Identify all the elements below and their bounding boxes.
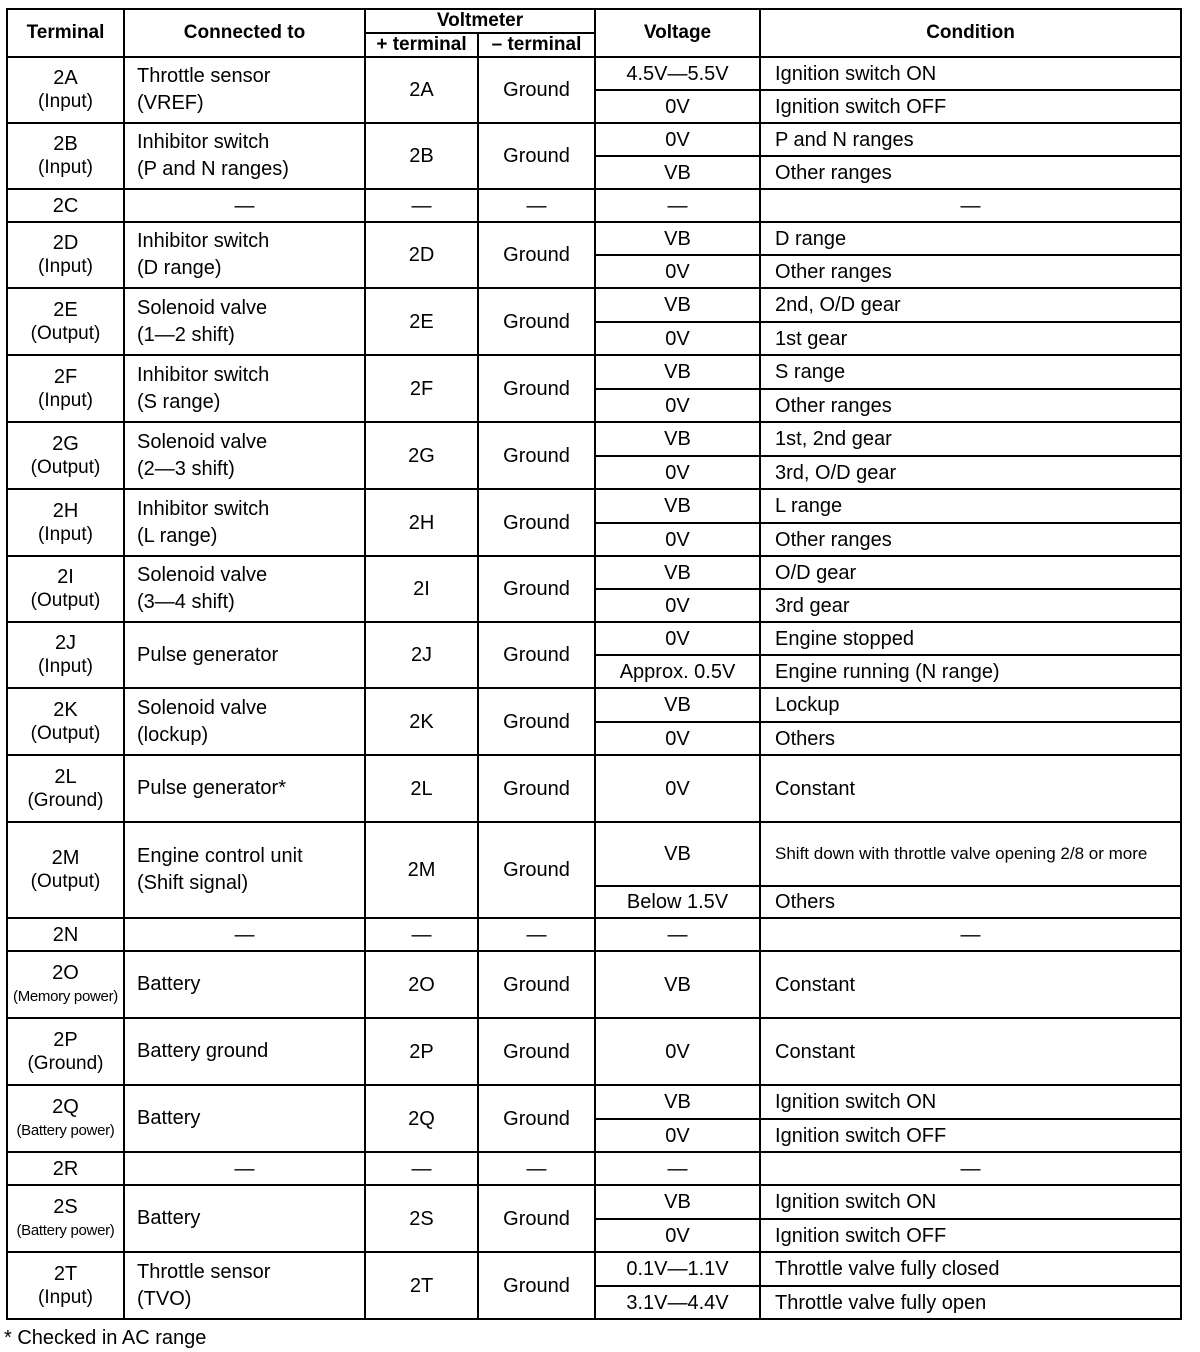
connected-to-cell xyxy=(124,422,365,489)
condition-cell: — xyxy=(760,189,1181,222)
connected-to-cell xyxy=(124,1018,365,1085)
minus-terminal-cell: Ground xyxy=(478,222,595,288)
minus-terminal-cell: Ground xyxy=(478,288,595,355)
connected-to-name: Solenoid valve xyxy=(137,696,268,719)
terminal-cell xyxy=(7,1085,124,1152)
voltage-cell: 0V xyxy=(595,389,760,422)
voltage-cell: VB xyxy=(595,951,760,1018)
voltage-cell: 0V xyxy=(595,755,760,822)
terminal-signal-type: (Input) xyxy=(38,1286,93,1308)
terminal-id: 2A xyxy=(53,67,78,89)
voltage-cell: 0.1V—1.1V xyxy=(595,1252,760,1286)
connected-to-name: Battery ground xyxy=(137,1040,269,1062)
minus-terminal-cell: Ground xyxy=(478,556,595,622)
minus-terminal-cell: Ground xyxy=(478,123,595,189)
condition-cell: Other ranges xyxy=(760,523,1181,556)
header-voltage: Voltage xyxy=(595,9,760,57)
connected-to-name: Inhibitor switch xyxy=(137,497,270,520)
terminal-id: 2B xyxy=(53,133,78,155)
condition-cell: Shift down with throttle valve opening 2/8 or more xyxy=(760,822,1181,886)
terminal-cell xyxy=(7,556,124,622)
condition-cell: Other ranges xyxy=(760,389,1181,422)
terminal-id: 2H xyxy=(52,499,79,522)
terminal-cell xyxy=(7,755,124,822)
condition-cell: — xyxy=(760,1152,1181,1185)
condition-cell: — xyxy=(760,918,1181,951)
connected-to-detail: (L range) xyxy=(137,524,218,547)
terminal-cell xyxy=(7,57,124,123)
terminal-cell xyxy=(7,1185,124,1252)
table-row xyxy=(7,222,1181,255)
voltage-cell: 0V xyxy=(595,322,760,355)
terminal-cell xyxy=(7,288,124,355)
terminal-id: 2O xyxy=(52,961,79,984)
terminal-cell xyxy=(7,622,124,688)
voltage-cell: VB xyxy=(595,1185,760,1219)
connected-to-detail: (3—4 shift) xyxy=(137,591,235,613)
condition-cell: Throttle valve fully open xyxy=(760,1286,1181,1319)
voltage-cell: 0V xyxy=(595,589,760,622)
plus-terminal-cell: — xyxy=(365,918,478,951)
terminal-signal-type: (Output) xyxy=(30,456,101,478)
connected-to-name: Battery xyxy=(137,1107,201,1129)
plus-terminal-cell: 2F xyxy=(365,355,478,422)
terminal-id: 2D xyxy=(52,232,79,254)
plus-terminal-cell: 2O xyxy=(365,951,478,1018)
table-row xyxy=(7,355,1181,389)
voltage-cell: 0V xyxy=(595,1119,760,1152)
plus-terminal-cell: 2H xyxy=(365,489,478,556)
header-condition: Condition xyxy=(760,9,1181,57)
terminal-signal-type: (Input) xyxy=(38,389,93,411)
table-row xyxy=(7,755,1181,822)
terminal-signal-type: (Input) xyxy=(38,256,93,277)
terminal-cell xyxy=(7,1018,124,1085)
terminal-signal-type: (Input) xyxy=(38,157,93,178)
voltage-cell: 0V xyxy=(595,622,760,655)
voltage-cell: Approx. 0.5V xyxy=(595,655,760,688)
condition-cell: Ignition switch ON xyxy=(760,1085,1181,1119)
minus-terminal-cell: Ground xyxy=(478,489,595,556)
connected-to-detail: (D range) xyxy=(137,257,222,279)
minus-terminal-cell: Ground xyxy=(478,822,595,918)
terminal-id: 2J xyxy=(54,632,77,654)
condition-cell: Engine stopped xyxy=(760,622,1181,655)
terminal-voltage-table xyxy=(6,8,1182,1320)
connected-to-cell xyxy=(124,222,365,288)
connected-to-name: Inhibitor switch xyxy=(137,363,270,386)
table-row xyxy=(7,1018,1181,1085)
connected-to-name: Throttle sensor xyxy=(137,65,271,87)
connected-to-cell xyxy=(124,57,365,123)
plus-terminal-cell: 2T xyxy=(365,1252,478,1319)
condition-cell: Other ranges xyxy=(760,255,1181,288)
table-row xyxy=(7,489,1181,523)
terminal-cell xyxy=(7,123,124,189)
voltage-cell: VB xyxy=(595,156,760,189)
connected-to-name: Solenoid valve xyxy=(137,296,268,319)
condition-cell: 3rd gear xyxy=(760,589,1181,622)
terminal-id: 2I xyxy=(57,566,74,588)
plus-terminal-cell: — xyxy=(365,189,478,222)
terminal-id: 2G xyxy=(52,432,79,455)
condition-cell: Other ranges xyxy=(760,156,1181,189)
plus-terminal-cell: 2M xyxy=(365,822,478,918)
plus-terminal-cell: 2J xyxy=(365,622,478,688)
minus-terminal-cell: — xyxy=(478,1152,595,1185)
voltage-cell: 0V xyxy=(595,456,760,489)
voltage-cell: 3.1V—4.4V xyxy=(595,1286,760,1319)
condition-cell: L range xyxy=(760,489,1181,523)
condition-cell: D range xyxy=(760,222,1181,255)
voltage-cell: VB xyxy=(595,1085,760,1119)
terminal-signal-type: (Input) xyxy=(38,523,93,545)
condition-cell: Constant xyxy=(760,951,1181,1018)
condition-cell: Ignition switch OFF xyxy=(760,90,1181,123)
table-row xyxy=(7,57,1181,90)
table-row xyxy=(7,123,1181,156)
condition-cell: O/D gear xyxy=(760,556,1181,589)
terminal-cell xyxy=(7,951,124,1018)
voltage-cell: VB xyxy=(595,822,760,886)
voltage-cell: 0V xyxy=(595,90,760,123)
header-minus-terminal: – terminal xyxy=(478,33,595,57)
connected-to-cell xyxy=(124,355,365,422)
minus-terminal-cell: Ground xyxy=(478,1085,595,1152)
voltage-cell: VB xyxy=(595,355,760,389)
minus-terminal-cell: Ground xyxy=(478,1018,595,1085)
condition-cell: 3rd, O/D gear xyxy=(760,456,1181,489)
header-terminal: Terminal xyxy=(7,9,124,57)
voltage-cell: 0V xyxy=(595,722,760,755)
header-plus-terminal: + terminal xyxy=(365,33,478,57)
connected-to-name: Solenoid valve xyxy=(137,564,268,586)
connected-to-cell xyxy=(124,556,365,622)
connected-to-name: Solenoid valve xyxy=(137,430,268,453)
voltage-cell: VB xyxy=(595,222,760,255)
connected-to-cell xyxy=(124,1085,365,1152)
connected-to-name: Battery xyxy=(137,1207,201,1229)
minus-terminal-cell: Ground xyxy=(478,422,595,489)
voltage-cell: VB xyxy=(595,489,760,523)
connected-to-detail: (P and N ranges) xyxy=(137,158,289,180)
minus-terminal-cell: Ground xyxy=(478,688,595,755)
terminal-signal-type: (Output) xyxy=(30,722,101,744)
voltage-cell: VB xyxy=(595,422,760,456)
plus-terminal-cell: 2Q xyxy=(365,1085,478,1152)
minus-terminal-cell: — xyxy=(478,189,595,222)
terminal-id: 2M xyxy=(51,847,80,869)
voltage-cell: VB xyxy=(595,688,760,722)
terminal-signal-type: (Battery power) xyxy=(16,1121,115,1139)
connected-to-cell xyxy=(124,755,365,822)
condition-cell: Ignition switch ON xyxy=(760,1185,1181,1219)
terminal-id: 2N xyxy=(52,923,79,946)
table-row xyxy=(7,688,1181,722)
table-row xyxy=(7,622,1181,655)
terminal-id: 2Q xyxy=(52,1095,79,1118)
connected-to-cell xyxy=(124,1152,365,1185)
terminal-signal-type: (Input) xyxy=(38,656,93,677)
table-row xyxy=(7,422,1181,456)
terminal-signal-type: (Battery power) xyxy=(16,1221,115,1239)
terminal-cell xyxy=(7,822,124,918)
condition-cell: Others xyxy=(760,886,1181,918)
terminal-cell xyxy=(7,688,124,755)
table-row xyxy=(7,951,1181,1018)
plus-terminal-cell: — xyxy=(365,1152,478,1185)
header-connected-to: Connected to xyxy=(124,9,365,57)
plus-terminal-cell: 2P xyxy=(365,1018,478,1085)
plus-terminal-cell: 2L xyxy=(365,755,478,822)
condition-cell: S range xyxy=(760,355,1181,389)
terminal-signal-type: (Output) xyxy=(30,871,101,892)
terminal-cell xyxy=(7,918,124,951)
terminal-cell xyxy=(7,1252,124,1319)
terminal-signal-type: (Input) xyxy=(38,91,93,112)
table-row xyxy=(7,288,1181,322)
terminal-signal-type: (Output) xyxy=(30,590,101,611)
terminal-signal-type: (Memory power) xyxy=(13,987,118,1005)
voltage-cell: VB xyxy=(595,556,760,589)
minus-terminal-cell: Ground xyxy=(478,622,595,688)
table-row xyxy=(7,822,1181,886)
voltage-cell: 0V xyxy=(595,255,760,288)
condition-cell: Throttle valve fully closed xyxy=(760,1252,1181,1286)
condition-cell: 2nd, O/D gear xyxy=(760,288,1181,322)
condition-cell: Lockup xyxy=(760,688,1181,722)
condition-cell: Others xyxy=(760,722,1181,755)
minus-terminal-cell: Ground xyxy=(478,951,595,1018)
connected-to-cell xyxy=(124,688,365,755)
voltage-cell: — xyxy=(595,189,760,222)
connected-to-detail: (2—3 shift) xyxy=(137,457,235,480)
condition-cell: 1st, 2nd gear xyxy=(760,422,1181,456)
table-header xyxy=(7,9,1181,57)
table-row xyxy=(7,1252,1181,1286)
table-row xyxy=(7,189,1181,222)
connected-to-name: Throttle sensor xyxy=(137,1260,271,1283)
plus-terminal-cell: 2S xyxy=(365,1185,478,1252)
condition-cell: Ignition switch OFF xyxy=(760,1219,1181,1252)
condition-cell: Ignition switch ON xyxy=(760,57,1181,90)
plus-terminal-cell: 2E xyxy=(365,288,478,355)
terminal-cell xyxy=(7,422,124,489)
connected-to-detail: (lockup) xyxy=(137,723,209,746)
connected-to-name: Inhibitor switch xyxy=(137,230,270,252)
table-row xyxy=(7,918,1181,951)
condition-cell: Constant xyxy=(760,1018,1181,1085)
terminal-voltage-table-sheet xyxy=(6,8,1180,1320)
footnote: * Checked in AC range xyxy=(4,1327,207,1349)
connected-to-detail: (S range) xyxy=(137,390,221,413)
terminal-signal-type: (Ground) xyxy=(27,1052,104,1074)
terminal-signal-type: (Output) xyxy=(30,322,101,344)
terminal-id: 2F xyxy=(53,365,78,388)
connected-to-detail: (Shift signal) xyxy=(137,872,249,894)
voltage-cell: 0V xyxy=(595,1219,760,1252)
connected-to-name: Inhibitor switch xyxy=(137,131,270,153)
terminal-id: 2L xyxy=(54,765,77,788)
connected-to-detail: (1—2 shift) xyxy=(137,323,235,346)
connected-to-name: Pulse generator xyxy=(137,643,279,666)
voltage-cell: 0V xyxy=(595,123,760,156)
connected-to-cell xyxy=(124,189,365,222)
terminal-id: 2E xyxy=(53,298,78,321)
table-row xyxy=(7,1185,1181,1219)
terminal-id: 2C xyxy=(52,194,79,217)
voltage-cell: 0V xyxy=(595,523,760,556)
connected-to-cell xyxy=(124,489,365,556)
terminal-cell xyxy=(7,189,124,222)
condition-cell: Engine running (N range) xyxy=(760,655,1181,688)
condition-cell: 1st gear xyxy=(760,322,1181,355)
minus-terminal-cell: Ground xyxy=(478,355,595,422)
voltage-cell: Below 1.5V xyxy=(595,886,760,918)
terminal-cell xyxy=(7,355,124,422)
plus-terminal-cell: 2B xyxy=(365,123,478,189)
table-body xyxy=(7,57,1181,1319)
condition-cell: P and N ranges xyxy=(760,123,1181,156)
terminal-cell xyxy=(7,222,124,288)
connected-to-cell xyxy=(124,951,365,1018)
connected-to-detail: (TVO) xyxy=(137,1287,192,1310)
connected-to-cell xyxy=(124,123,365,189)
voltage-cell: — xyxy=(595,918,760,951)
header-voltmeter: Voltmeter xyxy=(365,9,595,33)
terminal-id: 2K xyxy=(53,698,78,721)
terminal-id: 2P xyxy=(53,1028,78,1051)
voltage-cell: 4.5V—5.5V xyxy=(595,57,760,90)
plus-terminal-cell: 2K xyxy=(365,688,478,755)
connected-to-cell xyxy=(124,918,365,951)
connected-to-name: — xyxy=(234,923,255,946)
condition-cell: Constant xyxy=(760,755,1181,822)
connected-to-cell xyxy=(124,822,365,918)
connected-to-cell xyxy=(124,288,365,355)
minus-terminal-cell: — xyxy=(478,918,595,951)
terminal-cell xyxy=(7,1152,124,1185)
plus-terminal-cell: 2D xyxy=(365,222,478,288)
voltage-cell: 0V xyxy=(595,1018,760,1085)
plus-terminal-cell: 2G xyxy=(365,422,478,489)
minus-terminal-cell: Ground xyxy=(478,755,595,822)
plus-terminal-cell: 2A xyxy=(365,57,478,123)
terminal-cell xyxy=(7,489,124,556)
terminal-id: 2R xyxy=(52,1157,79,1180)
condition-cell: Ignition switch OFF xyxy=(760,1119,1181,1152)
voltage-cell: VB xyxy=(595,288,760,322)
table-row xyxy=(7,556,1181,589)
connected-to-cell xyxy=(124,1252,365,1319)
table-row xyxy=(7,1085,1181,1119)
connected-to-name: Engine control unit xyxy=(137,845,303,867)
plus-terminal-cell: 2I xyxy=(365,556,478,622)
connected-to-name: — xyxy=(234,1157,255,1180)
voltage-cell: — xyxy=(595,1152,760,1185)
table-row xyxy=(7,1152,1181,1185)
connected-to-name: Battery xyxy=(137,973,201,995)
connected-to-name: Pulse generator* xyxy=(137,777,286,799)
terminal-signal-type: (Ground) xyxy=(27,789,104,811)
connected-to-cell xyxy=(124,1185,365,1252)
terminal-id: 2S xyxy=(53,1195,78,1218)
connected-to-name: — xyxy=(234,194,255,217)
minus-terminal-cell: Ground xyxy=(478,57,595,123)
minus-terminal-cell: Ground xyxy=(478,1185,595,1252)
connected-to-cell xyxy=(124,622,365,688)
minus-terminal-cell: Ground xyxy=(478,1252,595,1319)
terminal-id: 2T xyxy=(53,1262,78,1285)
connected-to-detail: (VREF) xyxy=(137,92,204,114)
